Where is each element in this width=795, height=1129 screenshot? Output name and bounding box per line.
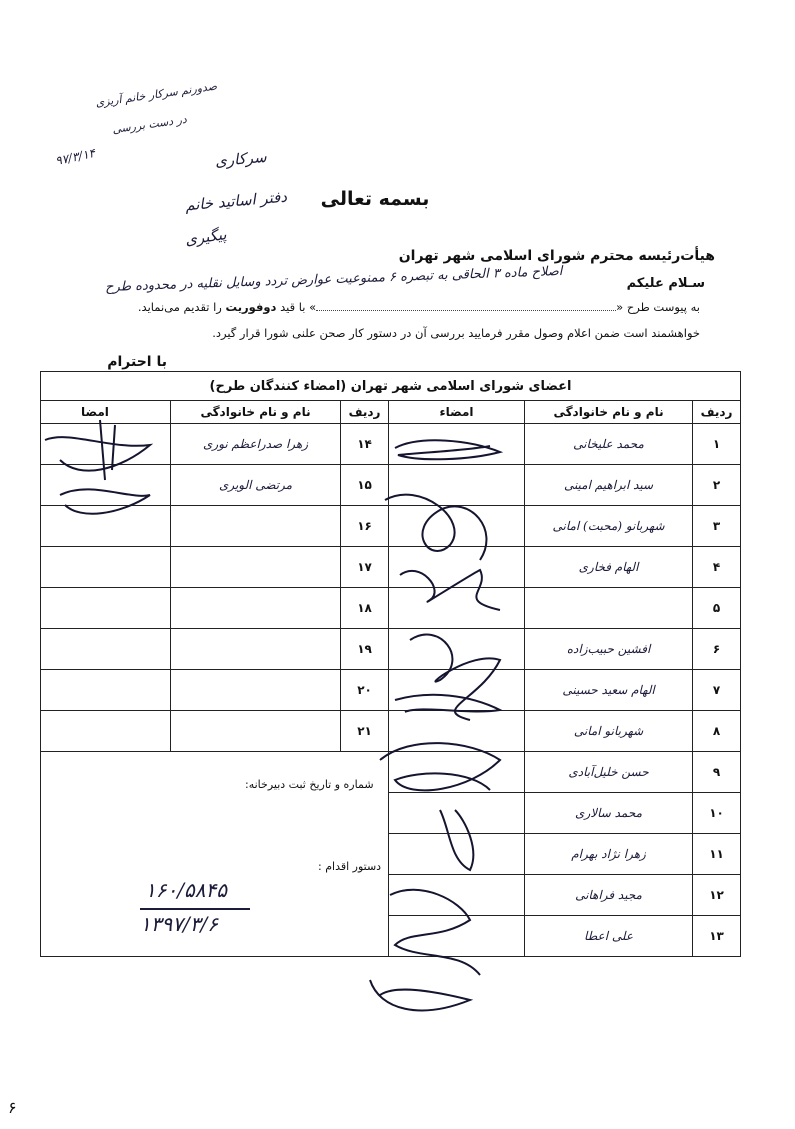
table-row [41,465,741,506]
addressee: هیأت‌رئیسه محترم شورای اسلامی شهر تهران [398,248,715,264]
body-text-c: را تقدیم می‌نماید. [137,300,222,314]
signature-cell [389,711,525,752]
table-row [41,588,741,629]
member-name: محمد علیخانی [525,424,693,465]
row-number: ۱۵ [341,465,389,506]
signature-cell [389,834,525,875]
col-sign-header-2: امضا [41,401,171,424]
signatories-table [40,371,741,957]
secretariat-label: شماره و تاریخ ثبت دبیرخانه: [245,778,374,791]
member-name: شهربانو (محبت) امانی [525,506,693,547]
col-name-header-2: نام و نام خانوادگی [171,401,341,424]
handwritten-note-3: سرکاری [214,147,268,171]
row-number: ۱۱ [693,834,741,875]
signature-cell [41,629,171,670]
table-row [41,424,741,465]
member-name: مرتضی الویری [171,465,341,506]
row-number: ۹ [693,752,741,793]
table-row [41,506,741,547]
member-name [171,588,341,629]
signature-cell [389,547,525,588]
row-number: ۱۷ [341,547,389,588]
member-name: محمد سالاری [525,793,693,834]
row-number: ۱ [693,424,741,465]
body-line-2: خواهشمند است ضمن اعلام وصول مقرر فرمایید بررسی آن در دستور کار صحن علنی شورا قرار گیرد. [212,326,700,340]
table-row [41,547,741,588]
member-name [525,588,693,629]
signature-cell [389,752,525,793]
handwritten-note-5: پیگیری [183,225,228,249]
member-name: علی اعطا [525,916,693,957]
row-number: ۱۶ [341,506,389,547]
signature-cell [41,670,171,711]
member-name: زهرا نژاد بهرام [525,834,693,875]
row-number: ۱۹ [341,629,389,670]
signature-cell [389,465,525,506]
table-row [41,752,741,793]
row-number: ۱۳ [693,916,741,957]
table-title: اعضای شورای اسلامی شهر تهران (امضاء کنندگان طرح) [41,372,741,401]
closing: با احترام [107,354,167,370]
col-row-header-2: ردیف [341,401,389,424]
signature-cell [389,670,525,711]
row-number: ۸ [693,711,741,752]
table-row [41,629,741,670]
table-row [41,670,741,711]
signature-cell [389,629,525,670]
handwritten-date: ۹۷/۳/۱۴ [53,145,97,169]
signature-cell [41,711,171,752]
signature-cell [41,465,171,506]
table-row [41,711,741,752]
member-name: حسن خلیل‌آبادی [525,752,693,793]
body-text-a: به پیوست طرح « [616,300,700,314]
signature-cell [41,506,171,547]
signature-cell [41,424,171,465]
row-number: ۱۸ [341,588,389,629]
member-name [171,711,341,752]
handwritten-note-4: دفتر اساتید خانم [184,187,288,215]
signature-cell [389,588,525,629]
row-number: ۲۱ [341,711,389,752]
row-number: ۴ [693,547,741,588]
col-sign-header: امضاء [389,401,525,424]
row-number: ۳ [693,506,741,547]
member-name [171,547,341,588]
handwritten-note-1: صدورنم سرکار خانم آریزی [94,79,218,110]
signature-cell [389,793,525,834]
col-name-header: نام و نام خانوادگی [525,401,693,424]
page-number: ۶ [8,1098,17,1117]
row-number: ۱۲ [693,875,741,916]
member-name: الهام فخاری [525,547,693,588]
body-line-1 [138,300,700,314]
greeting: سـلام علیکم [626,276,705,291]
signature-cell [389,506,525,547]
member-name: سید ابراهیم امینی [525,465,693,506]
member-name: زهرا صدراعظم نوری [171,424,341,465]
signature-cell [389,916,525,957]
row-number: ۵ [693,588,741,629]
signature-cell [41,547,171,588]
member-name: افشین حبیب‌زاده [525,629,693,670]
member-name [171,670,341,711]
registration-number: ۱۶۰/۵۸۴۵ [145,878,227,902]
body-text-b: » با قید [280,300,317,314]
signature-cell [389,424,525,465]
signature-cell [389,875,525,916]
member-name [171,629,341,670]
registration-date: ۱۳۹۷/۳/۶ [140,912,218,936]
member-name: مجید فراهانی [525,875,693,916]
member-name: شهربانو امانی [525,711,693,752]
handwritten-note-2: در دست بررسی [111,112,188,137]
action-label: دستور اقدام : [318,860,382,873]
row-number: ۶ [693,629,741,670]
registration-divider [140,908,250,910]
row-number: ۲۰ [341,670,389,711]
row-number: ۷ [693,670,741,711]
row-number: ۲ [693,465,741,506]
basmala-heading: بسمه تعالی [320,188,430,210]
priority-label: دوفوریت [225,300,277,314]
col-row-header: ردیف [693,401,741,424]
member-name: الهام سعید حسینی [525,670,693,711]
row-number: ۱۴ [341,424,389,465]
row-number: ۱۰ [693,793,741,834]
plan-title-handwritten: اصلاح ماده ۳ الحاقی به تبصره ۶ ممنوعیت عوارض تردد وسایل نقلیه در محدوده طرح [104,264,563,295]
member-name [171,506,341,547]
signature-cell [41,588,171,629]
